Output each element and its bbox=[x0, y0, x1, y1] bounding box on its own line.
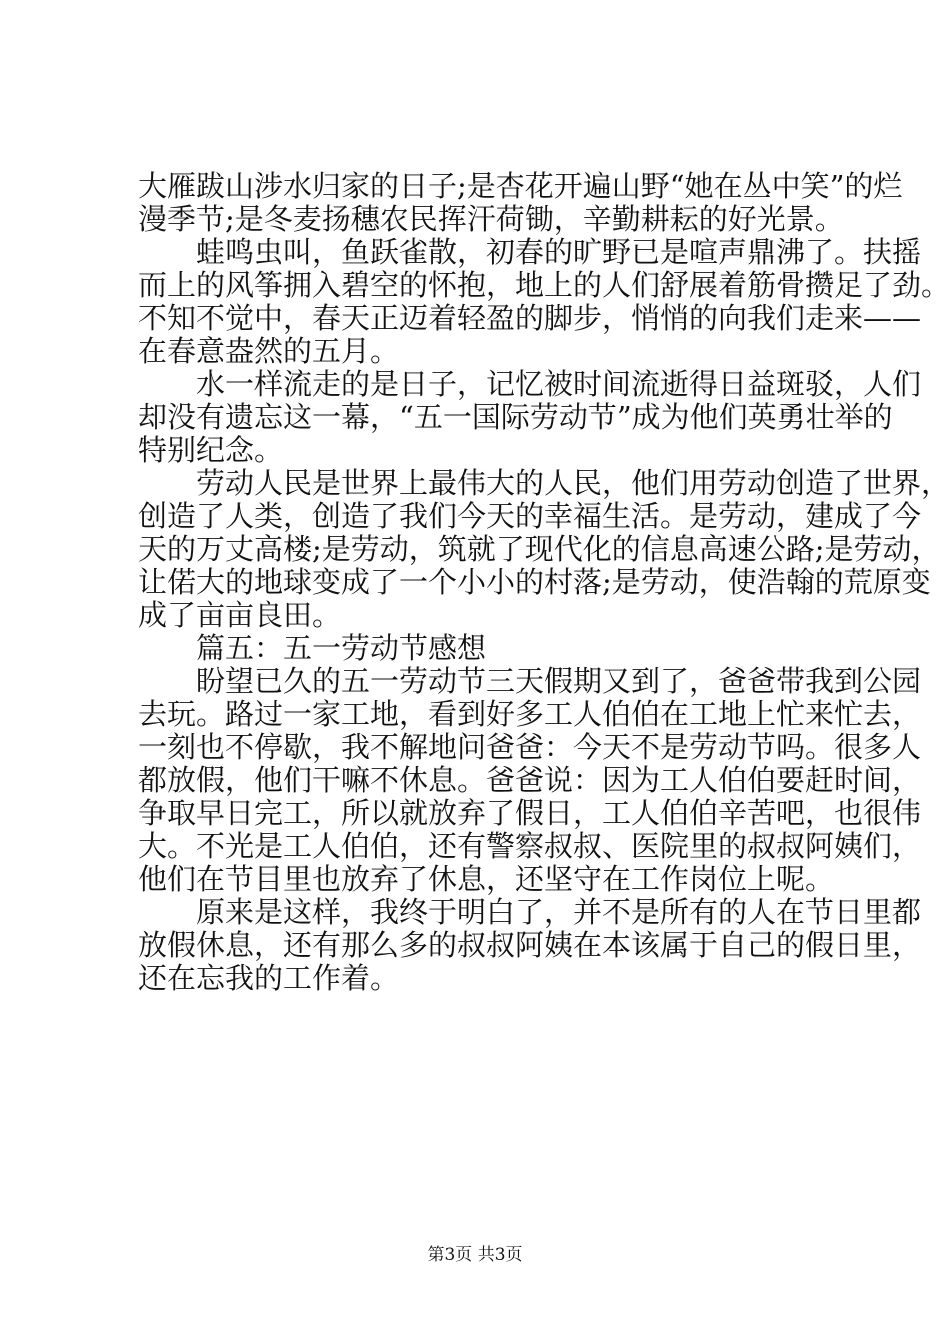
text-line: 原来是这样，我终于明白了，并不是所有的人在节日里都 bbox=[138, 895, 922, 929]
text-line: 水一样流走的是日子，记忆被时间流逝得日益斑驳，人们 bbox=[138, 367, 922, 401]
text-line: 蛙鸣虫叫，鱼跃雀散，初春的旷野已是喧声鼎沸了。扶摇 bbox=[138, 235, 922, 269]
text-line: 劳动人民是世界上最伟大的人民，他们用劳动创造了世界， bbox=[138, 466, 950, 500]
text-line: 却没有遗忘这一幕，“五一国际劳动节”成为他们英勇壮举的 bbox=[138, 400, 893, 434]
text-line: 创造了人类，创造了我们今天的幸福生活。是劳动，建成了今 bbox=[138, 499, 922, 533]
text-line: 在春意盎然的五月。 bbox=[138, 334, 400, 368]
text-line: 而上的风筝拥入碧空的怀抱，地上的人们舒展着筋骨攒足了劲。 bbox=[138, 268, 950, 302]
text-line: 去玩。路过一家工地，看到好多工人伯伯在工地上忙来忙去， bbox=[138, 697, 922, 731]
text-line: 盼望已久的五一劳动节三天假期又到了，爸爸带我到公园 bbox=[138, 664, 922, 698]
text-line: 大雁跋山涉水归家的日子;是杏花开遍山野“她在丛中笑”的烂 bbox=[138, 169, 903, 203]
text-line: 漫季节;是冬麦扬穗农民挥汗荷锄，辛勤耕耘的好光景。 bbox=[138, 202, 844, 236]
text-line: 大。不光是工人伯伯，还有警察叔叔、医院里的叔叔阿姨们， bbox=[138, 829, 922, 863]
section-heading: 篇五：五一劳动节感想 bbox=[138, 631, 487, 665]
text-line: 不知不觉中，春天正迈着轻盈的脚步，悄悄的向我们走来—— bbox=[138, 301, 922, 335]
text-line: 争取早日完工，所以就放弃了假日，工人伯伯辛苦吧，也很伟 bbox=[138, 796, 922, 830]
text-line: 成了亩亩良田。 bbox=[138, 598, 342, 632]
text-line: 还在忘我的工作着。 bbox=[138, 961, 400, 995]
text-line: 一刻也不停歇，我不解地问爸爸：今天不是劳动节吗。很多人 bbox=[138, 730, 922, 764]
text-line: 他们在节目里也放弃了休息，还坚守在工作岗位上呢。 bbox=[138, 862, 835, 896]
text-line: 让偌大的地球变成了一个小小的村落;是劳动，使浩翰的荒原变 bbox=[138, 565, 931, 599]
page-footer: 第3页 共3页 bbox=[427, 1245, 523, 1265]
text-line: 特别纪念。 bbox=[138, 433, 284, 467]
text-line: 放假休息，还有那么多的叔叔阿姨在本该属于自己的假日里， bbox=[138, 928, 922, 962]
text-line: 天的万丈高楼;是劳动，筑就了现代化的信息高速公路;是劳动， bbox=[138, 532, 941, 566]
text-line: 都放假，他们干嘛不休息。爸爸说：因为工人伯伯要赶时间， bbox=[138, 763, 922, 797]
